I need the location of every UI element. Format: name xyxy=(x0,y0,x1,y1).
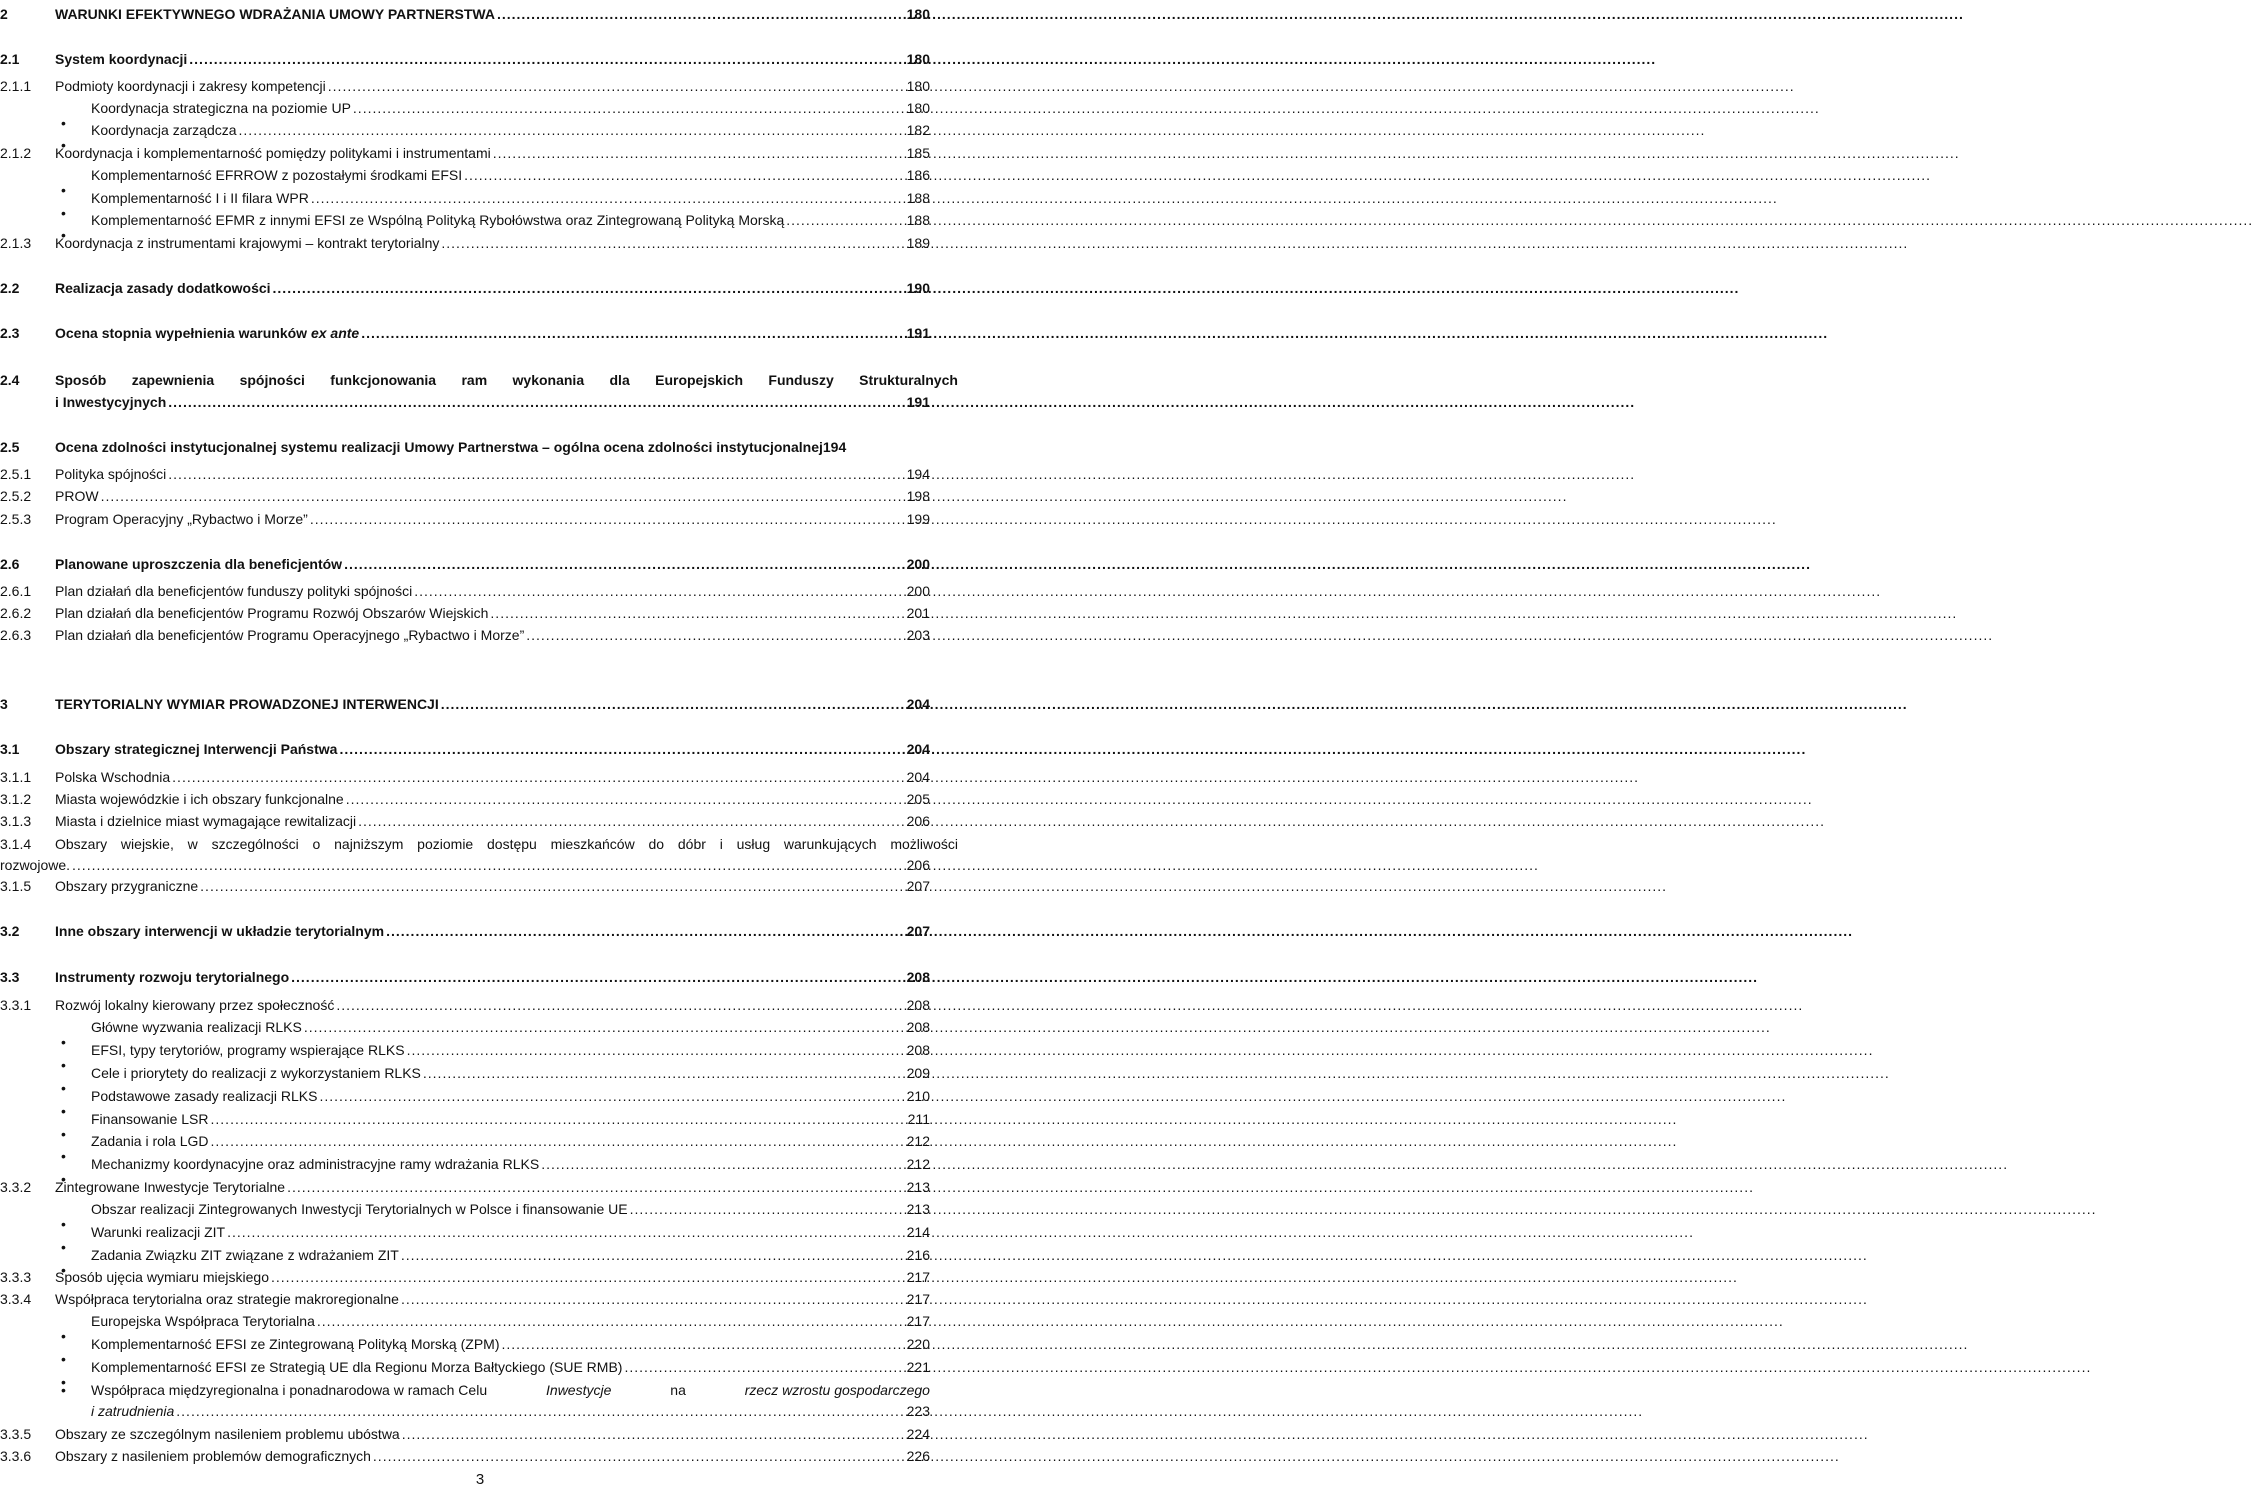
toc-entry-page: 211 xyxy=(907,1111,930,1127)
toc-entry-title: Komplementarność EFRROW z pozostałymi środkami EFSI xyxy=(91,167,463,183)
toc-entry-title: Koordynacja i komplementarność pomiędzy politykami i instrumentami xyxy=(55,145,491,161)
toc-entry[interactable] xyxy=(0,995,930,1015)
leader-dots xyxy=(72,855,905,875)
toc-entry-title: Zadania i rola LGD xyxy=(91,1133,209,1149)
toc-entry-page: 216 xyxy=(906,1247,930,1263)
leader-dots xyxy=(441,694,905,714)
toc-entry-number: 3 xyxy=(0,696,8,712)
toc-entry[interactable] xyxy=(0,464,930,484)
toc-entry-page: 223 xyxy=(906,1403,930,1419)
toc-entry[interactable] xyxy=(0,739,930,759)
toc-entry-title: System koordynacji xyxy=(55,51,188,67)
toc-entry-word: funkcjonowania xyxy=(330,372,437,388)
toc-entry-3.1.4-line1: Obszary wiejskie, w szczególności o najniższym poziomie dostępu mieszkańców do dóbr i usług warunkujących możliwości xyxy=(55,836,958,852)
leader-dots xyxy=(630,1199,905,1219)
toc-entry-number: 2.1.1 xyxy=(0,78,32,94)
toc-entry[interactable] xyxy=(0,811,930,831)
toc-entry-page: 206 xyxy=(906,857,930,873)
toc-entry-number: 3.1.5 xyxy=(0,878,32,894)
leader-dots xyxy=(353,98,905,118)
page-number: 3 xyxy=(475,1471,485,1488)
toc-entry-page: 198 xyxy=(906,488,930,504)
toc-entry[interactable] xyxy=(0,437,930,457)
toc-entry-page: 190 xyxy=(906,280,930,296)
toc-entry-title: Ocena zdolności instytucjonalnej systemu realizacji Umowy Partnerstwa – ogólna ocena zdolności instytucjonalnej xyxy=(55,439,823,455)
toc-entry-page: 194 xyxy=(906,466,930,482)
toc-entry[interactable] xyxy=(0,188,930,208)
toc-entry-word: Europejskich xyxy=(655,372,744,388)
toc-entry[interactable] xyxy=(0,4,930,24)
toc-entry-title: Plan działań dla beneficjentów Programu Rozwój Obszarów Wiejskich xyxy=(55,605,489,621)
toc-entry-title: Podmioty koordynacji i zakresy kompetencji xyxy=(55,78,326,94)
toc-entry-page: 208 xyxy=(906,997,930,1013)
leader-dots xyxy=(168,464,904,484)
toc-entry-page: 182 xyxy=(906,122,930,138)
leader-dots xyxy=(227,1222,905,1242)
toc-entry-page: 180 xyxy=(906,78,930,94)
leader-dots xyxy=(361,323,904,343)
toc-entry[interactable] xyxy=(0,1199,930,1219)
leader-dots xyxy=(493,143,905,163)
toc-entry[interactable] xyxy=(0,1267,930,1287)
toc-entry-title: rozwojowe. xyxy=(0,857,71,873)
toc-entry-word: Sposób xyxy=(55,372,107,388)
leader-dots xyxy=(497,4,905,24)
toc-entry-page: 217 xyxy=(906,1313,930,1329)
leader-dots xyxy=(168,392,904,412)
toc-entry-number: 3.1.3 xyxy=(0,813,32,829)
toc-entry[interactable] xyxy=(0,1222,930,1242)
toc-entry[interactable] xyxy=(0,1086,930,1106)
toc-entry-page: 220 xyxy=(906,1336,930,1352)
toc-entry-page: 186 xyxy=(906,167,930,183)
toc-entry-page: 200 xyxy=(906,556,930,572)
toc-entry-number: 2.6 xyxy=(0,556,20,572)
toc-entry-page: 214 xyxy=(906,1224,930,1240)
toc-entry-2.4-number: 2.4 xyxy=(0,372,20,388)
toc-entry-title: EFSI, typy terytoriów, programy wspierające RLKS xyxy=(91,1042,405,1058)
toc-entry-title-em: ex ante xyxy=(310,325,360,341)
toc-entry-page: 204 xyxy=(906,769,930,785)
toc-entry-page: 213 xyxy=(906,1179,930,1195)
toc-entry-page: 191 xyxy=(906,325,930,341)
toc-entry-title: Plan działań dla beneficjentów funduszy polityki spójności xyxy=(55,583,413,599)
toc-entry-title: Polityka spójności xyxy=(55,466,167,482)
toc-entry-word: dla xyxy=(609,372,630,388)
toc-entry-title: Współpraca terytorialna oraz strategie makroregionalne xyxy=(55,1291,399,1307)
toc-entry-title: Komplementarność EFSI ze Strategią UE dla Regionu Morza Bałtyckiego (SUE RMB) xyxy=(91,1359,623,1375)
toc-entry[interactable] xyxy=(0,603,930,623)
toc-entry-number: 3.3.3 xyxy=(0,1269,32,1285)
toc-entry-number: 2.5.1 xyxy=(0,466,32,482)
toc-entry-title: Mechanizmy koordynacyjne oraz administracyjne ramy wdrażania RLKS xyxy=(91,1156,540,1172)
leader-dots xyxy=(304,1017,905,1037)
toc-entry-title: Komplementarność EFSI ze Zintegrowaną Polityką Morską (ZPM) xyxy=(91,1336,500,1352)
toc-entry-page: 188 xyxy=(906,212,930,228)
toc-entry-page: 204 xyxy=(906,741,930,757)
toc-entry-number: 3.3.6 xyxy=(0,1448,32,1464)
toc-entry-number: 2.2 xyxy=(0,280,20,296)
toc-entry-page: 217 xyxy=(906,1269,930,1285)
toc-entry-title: Koordynacja strategiczna na poziomie UP xyxy=(91,100,351,116)
leader-dots xyxy=(401,1245,905,1265)
toc-entry[interactable] xyxy=(0,49,930,69)
toc-entry-3.1.4-number: 3.1.4 xyxy=(0,836,32,852)
toc-entry-title: Finansowanie LSR xyxy=(91,1111,209,1127)
toc-entry[interactable] xyxy=(0,967,930,987)
toc-entry[interactable] xyxy=(0,486,930,506)
toc-entry-number: 3.1.1 xyxy=(0,769,32,785)
leader-dots xyxy=(189,49,904,69)
toc-entry-page: 208 xyxy=(906,1019,930,1035)
toc-entry-2.4-line1 xyxy=(55,370,958,390)
leader-dots xyxy=(344,554,905,574)
toc-entry-title: TERYTORIALNY WYMIAR PROWADZONEJ INTERWENCJI xyxy=(55,696,439,712)
leader-dots xyxy=(624,1357,904,1377)
leader-dots xyxy=(311,188,905,208)
toc-entry-page: 189 xyxy=(906,235,930,251)
toc-entry[interactable] xyxy=(0,1245,930,1265)
leader-dots xyxy=(176,1401,904,1421)
toc-entry-page: 217 xyxy=(906,1291,930,1307)
toc-entry-title: Podstawowe zasady realizacji RLKS xyxy=(91,1088,318,1104)
toc-entry-page: 194 xyxy=(822,439,847,455)
toc-entry[interactable] xyxy=(0,789,930,809)
toc-entry[interactable] xyxy=(0,165,930,185)
toc-entry-title: Obszar realizacji Zintegrowanych Inwestycji Terytorialnych w Polsce i finansowanie UE xyxy=(91,1201,628,1217)
toc-entry[interactable] xyxy=(0,876,930,896)
toc-entry-title: Komplementarność EFMR z innymi EFSI ze Wspólną Polityką Rybołówstwa oraz Zintegrowaną Polityką Morską xyxy=(91,212,785,228)
toc-entry-page: 212 xyxy=(906,1133,930,1149)
toc-entry-number: 2.5.2 xyxy=(0,488,32,504)
toc-entry[interactable] xyxy=(0,1154,930,1174)
toc-entry[interactable] xyxy=(0,233,930,253)
toc-entry-word: zapewnienia xyxy=(131,372,215,388)
toc-entry-page: 188 xyxy=(906,190,930,206)
toc-entry-page: 180 xyxy=(906,6,930,22)
leader-dots xyxy=(501,1334,904,1354)
toc-entry-title: Miasta wojewódzkie i ich obszary funkcjonalne xyxy=(55,791,344,807)
leader-dots xyxy=(407,1040,905,1060)
toc-entry-title: PROW xyxy=(55,488,99,504)
toc-entry-title: Rozwój lokalny kierowany przez społeczność xyxy=(55,997,335,1013)
leader-dots xyxy=(336,995,904,1015)
toc-entry-title: Europejska Współpraca Terytorialna xyxy=(91,1313,315,1329)
leader-dots xyxy=(291,967,905,987)
toc-entry[interactable] xyxy=(0,1109,930,1129)
leader-dots xyxy=(273,278,905,298)
toc-entry-number: 2.3 xyxy=(0,325,20,341)
leader-dots xyxy=(358,811,905,831)
leader-dots xyxy=(319,1086,904,1106)
toc-entry-title: Obszary strategicznej Interwencji Państwa xyxy=(55,741,338,757)
toc-entry-title: Realizacja zasady dodatkowości xyxy=(55,280,271,296)
toc-entry-page: 200 xyxy=(906,583,930,599)
toc-entry-title: Zadania Związku ZIT związane z wdrażaniem ZIT xyxy=(91,1247,399,1263)
toc-entry-page: 224 xyxy=(906,1426,930,1442)
toc-entry-number: 3.3 xyxy=(0,969,20,985)
toc-entry-title: Ocena stopnia wypełnienia warunków ex ante xyxy=(55,325,360,341)
toc-entry-page: 213 xyxy=(906,1201,930,1217)
toc-entry-title: Sposób ujęcia wymiaru miejskiego xyxy=(55,1269,269,1285)
toc-entry-number: 3.3.4 xyxy=(0,1291,32,1307)
toc-entry-number: 2.1.2 xyxy=(0,145,32,161)
toc-entry-page: 209 xyxy=(906,1065,930,1081)
toc-entry[interactable] xyxy=(0,210,930,230)
toc-entry[interactable] xyxy=(0,120,930,140)
toc-entry-3.1.4-line2[interactable] xyxy=(0,855,930,875)
toc-entry-page: 212 xyxy=(906,1156,930,1172)
leader-dots xyxy=(786,210,904,230)
toc-entry-title-part: na xyxy=(670,1382,686,1398)
leader-dots xyxy=(200,876,904,896)
leader-dots xyxy=(211,1131,905,1151)
toc-entry-number: 3.3.5 xyxy=(0,1426,32,1442)
bullet-icon: • xyxy=(61,1382,66,1398)
leader-dots xyxy=(423,1063,905,1083)
leader-dots xyxy=(402,1424,905,1444)
toc-entry[interactable] xyxy=(0,1289,930,1309)
toc-entry-title: Główne wyzwania realizacji RLKS xyxy=(91,1019,302,1035)
toc-entry-number: 2.6.2 xyxy=(0,605,32,621)
toc-entry-page: 208 xyxy=(906,969,930,985)
toc-entry-title: Miasta i dzielnice miast wymagające rewitalizacji xyxy=(55,813,357,829)
toc-entry-word: Funduszy xyxy=(768,372,834,388)
toc-entry-title-em: rzecz wzrostu gospodarczego xyxy=(744,1382,930,1398)
toc-entry-title-em: Inwestycje xyxy=(546,1382,612,1398)
toc-entry[interactable] xyxy=(0,921,930,941)
toc-entry-title: Warunki realizacji ZIT xyxy=(91,1224,226,1240)
leader-dots xyxy=(271,1267,905,1287)
toc-entry-title: Zintegrowane Inwestycje Terytorialne xyxy=(55,1179,286,1195)
toc-entry[interactable] xyxy=(0,1040,930,1060)
toc-entry-title: Polska Wschodnia xyxy=(55,769,171,785)
leader-dots xyxy=(339,739,904,759)
toc-entry-word: wykonania xyxy=(512,372,585,388)
leader-dots xyxy=(172,767,904,787)
toc-entry-page: 180 xyxy=(906,100,930,116)
toc-entry[interactable] xyxy=(0,1131,930,1151)
leader-dots xyxy=(287,1177,905,1197)
toc-entry[interactable] xyxy=(0,694,930,714)
toc-entry-word: spójności xyxy=(239,372,305,388)
leader-dots xyxy=(101,486,905,506)
toc-entry[interactable] xyxy=(0,581,930,601)
leader-dots xyxy=(464,165,905,185)
toc-entry-title: i Inwestycyjnych xyxy=(55,394,167,410)
leader-dots xyxy=(211,1109,906,1129)
toc-entry-page: 204 xyxy=(906,696,930,712)
toc-entry-page: 185 xyxy=(906,145,930,161)
toc-entry-wm-line1 xyxy=(91,1380,930,1400)
leader-dots xyxy=(541,1154,904,1174)
toc-entry-page: 207 xyxy=(906,878,930,894)
toc-entry-word: ram xyxy=(461,372,488,388)
toc-entry-page: 203 xyxy=(906,627,930,643)
leader-dots xyxy=(401,1289,905,1309)
toc-entry[interactable] xyxy=(0,76,930,96)
toc-entry-title-part: Współpraca międzyregionalna i ponadnarodowa w ramach Celu xyxy=(91,1382,488,1398)
toc-entry-number: 2 xyxy=(0,6,8,22)
toc-entry-title: Koordynacja z instrumentami krajowymi – kontrakt terytorialny xyxy=(55,235,440,251)
toc-entry-title: Instrumenty rozwoju terytorialnego xyxy=(55,969,290,985)
toc-entry[interactable] xyxy=(0,509,930,529)
toc-entry-wm-line2[interactable] xyxy=(0,1401,930,1421)
toc-entry-title: WARUNKI EFEKTYWNEGO WDRAŻANIA UMOWY PARTNERSTWA xyxy=(55,6,495,22)
toc-entry[interactable] xyxy=(0,323,930,343)
toc-entry-number: 3.3.2 xyxy=(0,1179,32,1195)
toc-entry-page: 226 xyxy=(906,1448,930,1464)
toc-entry-number: 2.6.1 xyxy=(0,583,32,599)
table-of-contents xyxy=(0,0,960,1490)
toc-entry-title: Koordynacja zarządcza xyxy=(91,122,237,138)
toc-entry-title: i zatrudnienia xyxy=(91,1403,175,1419)
toc-entry-number: 2.1.3 xyxy=(0,235,32,251)
toc-entry-title: Inne obszary interwencji w układzie terytorialnym xyxy=(55,923,385,939)
toc-entry-title: Plan działań dla beneficjentów Programu Operacyjnego „Rybactwo i Morze” xyxy=(55,627,525,643)
toc-entry-number: 2.5 xyxy=(0,439,20,455)
toc-entry[interactable] xyxy=(0,554,930,574)
toc-entry-number: 3.2 xyxy=(0,923,20,939)
leader-dots xyxy=(373,1446,905,1466)
toc-entry-page: 208 xyxy=(906,1042,930,1058)
toc-entry[interactable] xyxy=(0,1357,930,1377)
toc-entry-page: 205 xyxy=(906,791,930,807)
leader-dots xyxy=(239,120,905,140)
toc-entry-title: Obszary ze szczególnym nasileniem problemu ubóstwa xyxy=(55,1426,400,1442)
toc-entry-page: 206 xyxy=(906,813,930,829)
toc-entry-title: Cele i priorytety do realizacji z wykorzystaniem RLKS xyxy=(91,1065,421,1081)
toc-entry[interactable] xyxy=(0,625,930,645)
toc-entry[interactable] xyxy=(0,98,930,118)
toc-entry-title: Komplementarność I i II filara WPR xyxy=(91,190,309,206)
toc-entry[interactable] xyxy=(0,1063,930,1083)
toc-entry-title: Program Operacyjny „Rybactwo i Morze” xyxy=(55,511,308,527)
toc-entry-page: 210 xyxy=(906,1088,930,1104)
toc-entry[interactable] xyxy=(0,1017,930,1037)
toc-entry-word: Strukturalnych xyxy=(859,372,958,388)
toc-entry-number: 3.1 xyxy=(0,741,20,757)
toc-entry-2.4-line2[interactable] xyxy=(0,392,930,412)
leader-dots xyxy=(441,233,904,253)
toc-entry-page: 201 xyxy=(906,605,930,621)
toc-entry-number: 2.5.3 xyxy=(0,511,32,527)
toc-entry-page: 180 xyxy=(906,51,930,67)
toc-entry[interactable] xyxy=(0,1446,930,1466)
toc-entry[interactable] xyxy=(0,143,930,163)
toc-entry[interactable] xyxy=(0,1424,930,1444)
leader-dots xyxy=(317,1311,905,1331)
leader-dots xyxy=(310,509,905,529)
toc-entry-page: 207 xyxy=(906,923,930,939)
leader-dots xyxy=(328,76,905,96)
leader-dots xyxy=(386,921,905,941)
toc-entry[interactable] xyxy=(0,1177,930,1197)
toc-entry-page: 191 xyxy=(906,394,930,410)
leader-dots xyxy=(346,789,905,809)
toc-entry-page: 199 xyxy=(906,511,930,527)
toc-entry[interactable] xyxy=(0,1334,930,1354)
toc-entry-title: Obszary przygraniczne xyxy=(55,878,199,894)
leader-dots xyxy=(490,603,904,623)
toc-entry-title: Planowane uproszczenia dla beneficjentów xyxy=(55,556,343,572)
toc-entry[interactable] xyxy=(0,767,930,787)
toc-entry-title: Obszary z nasileniem problemów demograficznych xyxy=(55,1448,371,1464)
leader-dots xyxy=(414,581,904,601)
toc-entry-number: 3.1.2 xyxy=(0,791,32,807)
leader-dots xyxy=(526,625,904,645)
toc-entry-number: 2.1 xyxy=(0,51,20,67)
toc-entry[interactable] xyxy=(0,278,930,298)
toc-entry-number: 2.6.3 xyxy=(0,627,32,643)
toc-entry[interactable] xyxy=(0,1311,930,1331)
toc-entry-number: 3.3.1 xyxy=(0,997,32,1013)
toc-entry-page: 221 xyxy=(906,1359,930,1375)
